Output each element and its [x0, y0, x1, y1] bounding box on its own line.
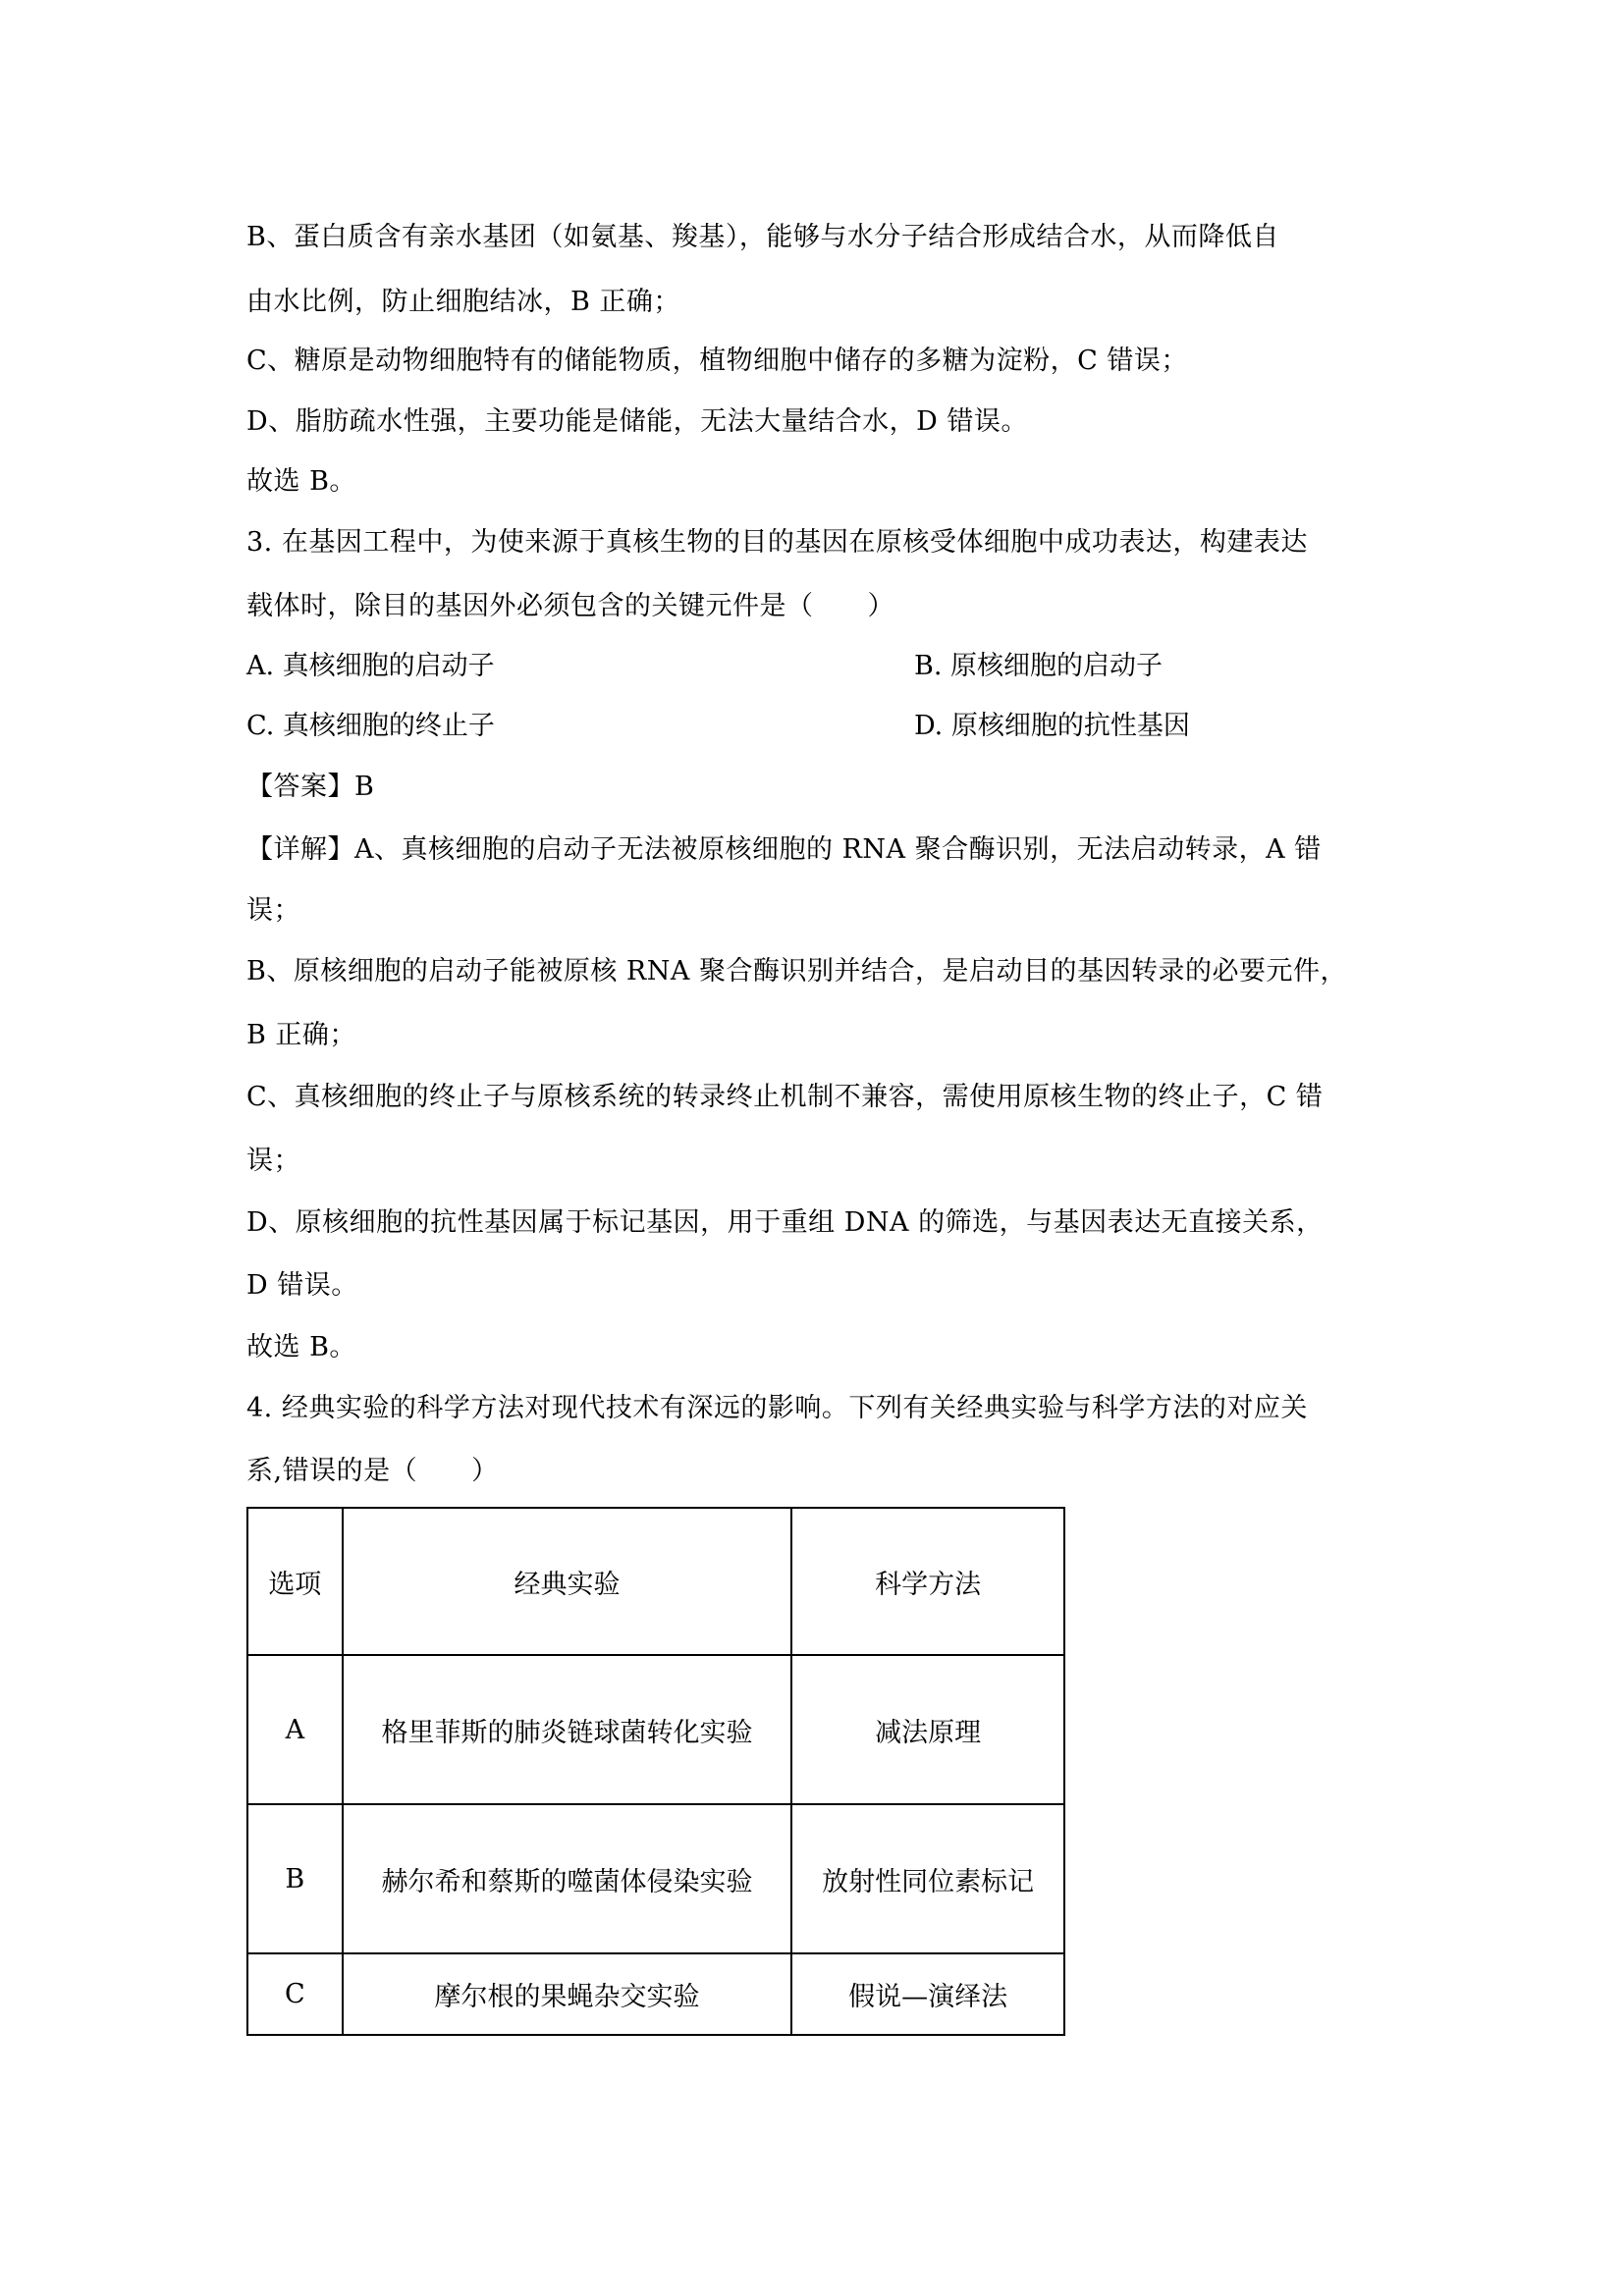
- q3-conclusion: 故选 B。: [246, 1332, 356, 1362]
- table-cell: B: [247, 1804, 343, 1953]
- q2-conclusion: 故选 B。: [246, 466, 356, 497]
- table-cell: 假说—演绎法: [791, 1953, 1064, 2035]
- q4-stem-line1: 4. 经典实验的科学方法对现代技术有深远的影响。下列有关经典实验与科学方法的对应关: [246, 1393, 1308, 1423]
- q3-option-c: C. 真核细胞的终止子: [246, 711, 495, 741]
- q3-detail-a-line2: 误；: [246, 895, 300, 926]
- q3-detail-d-line1: D、原核细胞的抗性基因属于标记基因，用于重组 DNA 的筛选，与基因表达无直接关系，: [246, 1207, 1324, 1238]
- q2-option-b-line1: B、蛋白质含有亲水基团（如氨基、羧基），能够与水分子结合形成结合水，从而降低自: [246, 222, 1279, 252]
- table-cell: 放射性同位素标记: [791, 1804, 1064, 1953]
- q4-stem-line2: 系,错误的是（ ）: [246, 1456, 499, 1486]
- experiment-table: [246, 1507, 1065, 2036]
- q3-detail-b-line1: B、原核细胞的启动子能被原核 RNA 聚合酶识别并结合，是启动目的基因转录的必要元件，: [246, 956, 1347, 987]
- q2-option-b-line2: 由水比例，防止细胞结冰，B 正确；: [246, 287, 680, 317]
- q3-option-d: D. 原核细胞的抗性基因: [914, 711, 1190, 741]
- q2-option-c: C、糖原是动物细胞特有的储能物质，植物细胞中储存的多糖为淀粉，C 错误；: [246, 346, 1188, 376]
- table-header-cell: 选项: [247, 1508, 343, 1655]
- q3-stem-line2: 载体时，除目的基因外必须包含的关键元件是（ ）: [246, 591, 894, 621]
- table-cell: C: [247, 1953, 343, 2035]
- table-cell: 减法原理: [791, 1655, 1064, 1804]
- table-cell: 格里菲斯的肺炎链球菌转化实验: [343, 1655, 792, 1804]
- q3-detail-a-line1: 【详解】A、真核细胞的启动子无法被原核细胞的 RNA 聚合酶识别，无法启动转录，A 错: [246, 834, 1322, 865]
- q3-detail-d-line2: D 错误。: [246, 1270, 358, 1301]
- q3-option-b: B. 原核细胞的启动子: [914, 651, 1164, 681]
- table-header-cell: 经典实验: [343, 1508, 792, 1655]
- table-row: [247, 1804, 1064, 1953]
- q3-detail-c-line1: C、真核细胞的终止子与原核系统的转录终止机制不兼容，需使用原核生物的终止子，C 错: [246, 1082, 1324, 1112]
- q3-answer: 【答案】B: [246, 772, 375, 802]
- q3-option-a: A. 真核细胞的启动子: [246, 651, 495, 681]
- q3-detail-b-line2: B 正确；: [246, 1020, 356, 1050]
- table-row: [247, 1655, 1064, 1804]
- q3-detail-c-line2: 误；: [246, 1146, 300, 1176]
- table-cell: 赫尔希和蔡斯的噬菌体侵染实验: [343, 1804, 792, 1953]
- table-cell: 摩尔根的果蝇杂交实验: [343, 1953, 792, 2035]
- table-cell: A: [247, 1655, 343, 1804]
- table-row: [247, 1953, 1064, 2035]
- q3-stem-line1: 3. 在基因工程中，为使来源于真核生物的目的基因在原核受体细胞中成功表达，构建表达: [246, 527, 1308, 558]
- q2-option-d: D、脂肪疏水性强，主要功能是储能，无法大量结合水，D 错误。: [246, 406, 1028, 437]
- table-header-cell: 科学方法: [791, 1508, 1064, 1655]
- table-header-row: [247, 1508, 1064, 1655]
